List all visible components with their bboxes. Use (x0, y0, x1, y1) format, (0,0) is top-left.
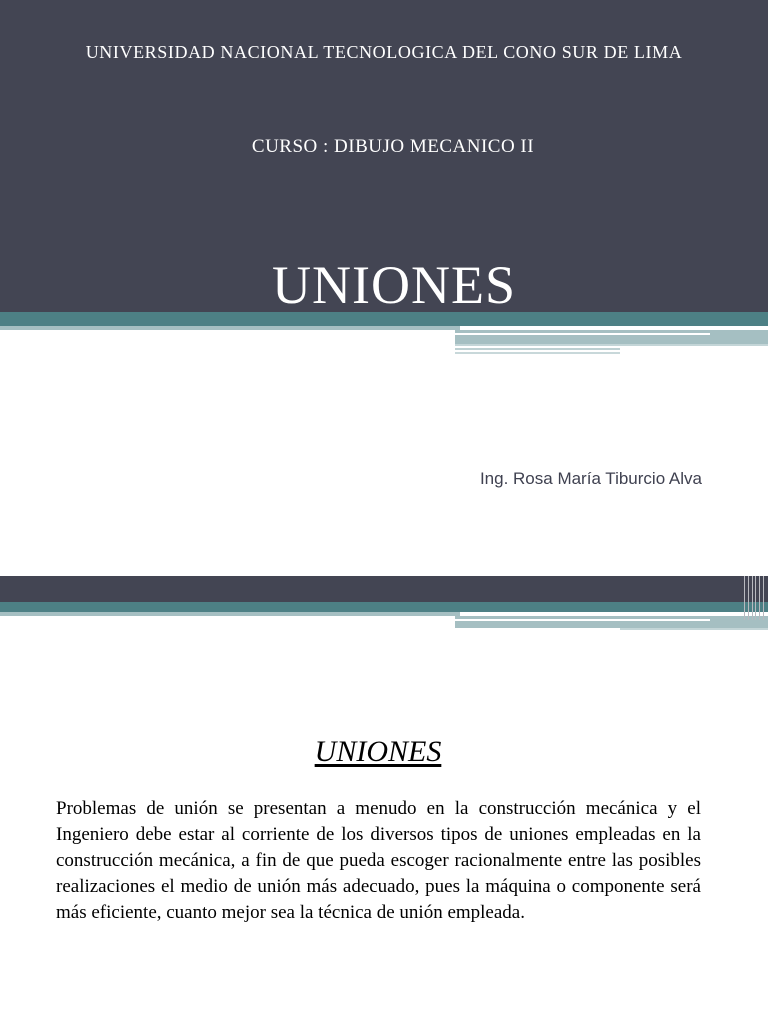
section-heading: UNIONES (314, 735, 442, 768)
accent-stripe (0, 612, 460, 616)
accent-stripe (455, 333, 710, 335)
header-band (0, 576, 768, 602)
content-slide (0, 576, 768, 1024)
accent-stripe (455, 348, 620, 350)
course-name: CURSO : DIBUJO MECANICO II (251, 136, 535, 157)
slide-title: UNIONES (272, 255, 516, 315)
accent-band (0, 602, 768, 612)
accent-stripe (455, 344, 768, 346)
accent-stripe (455, 616, 768, 628)
decorative-lines (742, 576, 768, 620)
accent-stripe (620, 628, 768, 630)
accent-stripe (0, 326, 460, 330)
accent-stripe (455, 352, 620, 354)
body-paragraph: Problemas de unión se presentan a menudo en la construcción mecánica y el Ingeniero debe estar al corriente de los diversos tipos de uniones empleadas en la construcción mecánica, a fin de que pueda escoger racionalmente entre las posibles realizaciones el medio de unión más adecuado, pues la máquina o componente será más eficiente, cuanto mejor sea la técnica de unión empleada. (56, 798, 701, 923)
author-name: Ing. Rosa María Tiburcio Alva (479, 469, 702, 488)
accent-stripe (455, 619, 710, 621)
university-name: UNIVERSIDAD NACIONAL TECNOLOGICA DEL CONO SUR DE LIMA (85, 42, 683, 62)
